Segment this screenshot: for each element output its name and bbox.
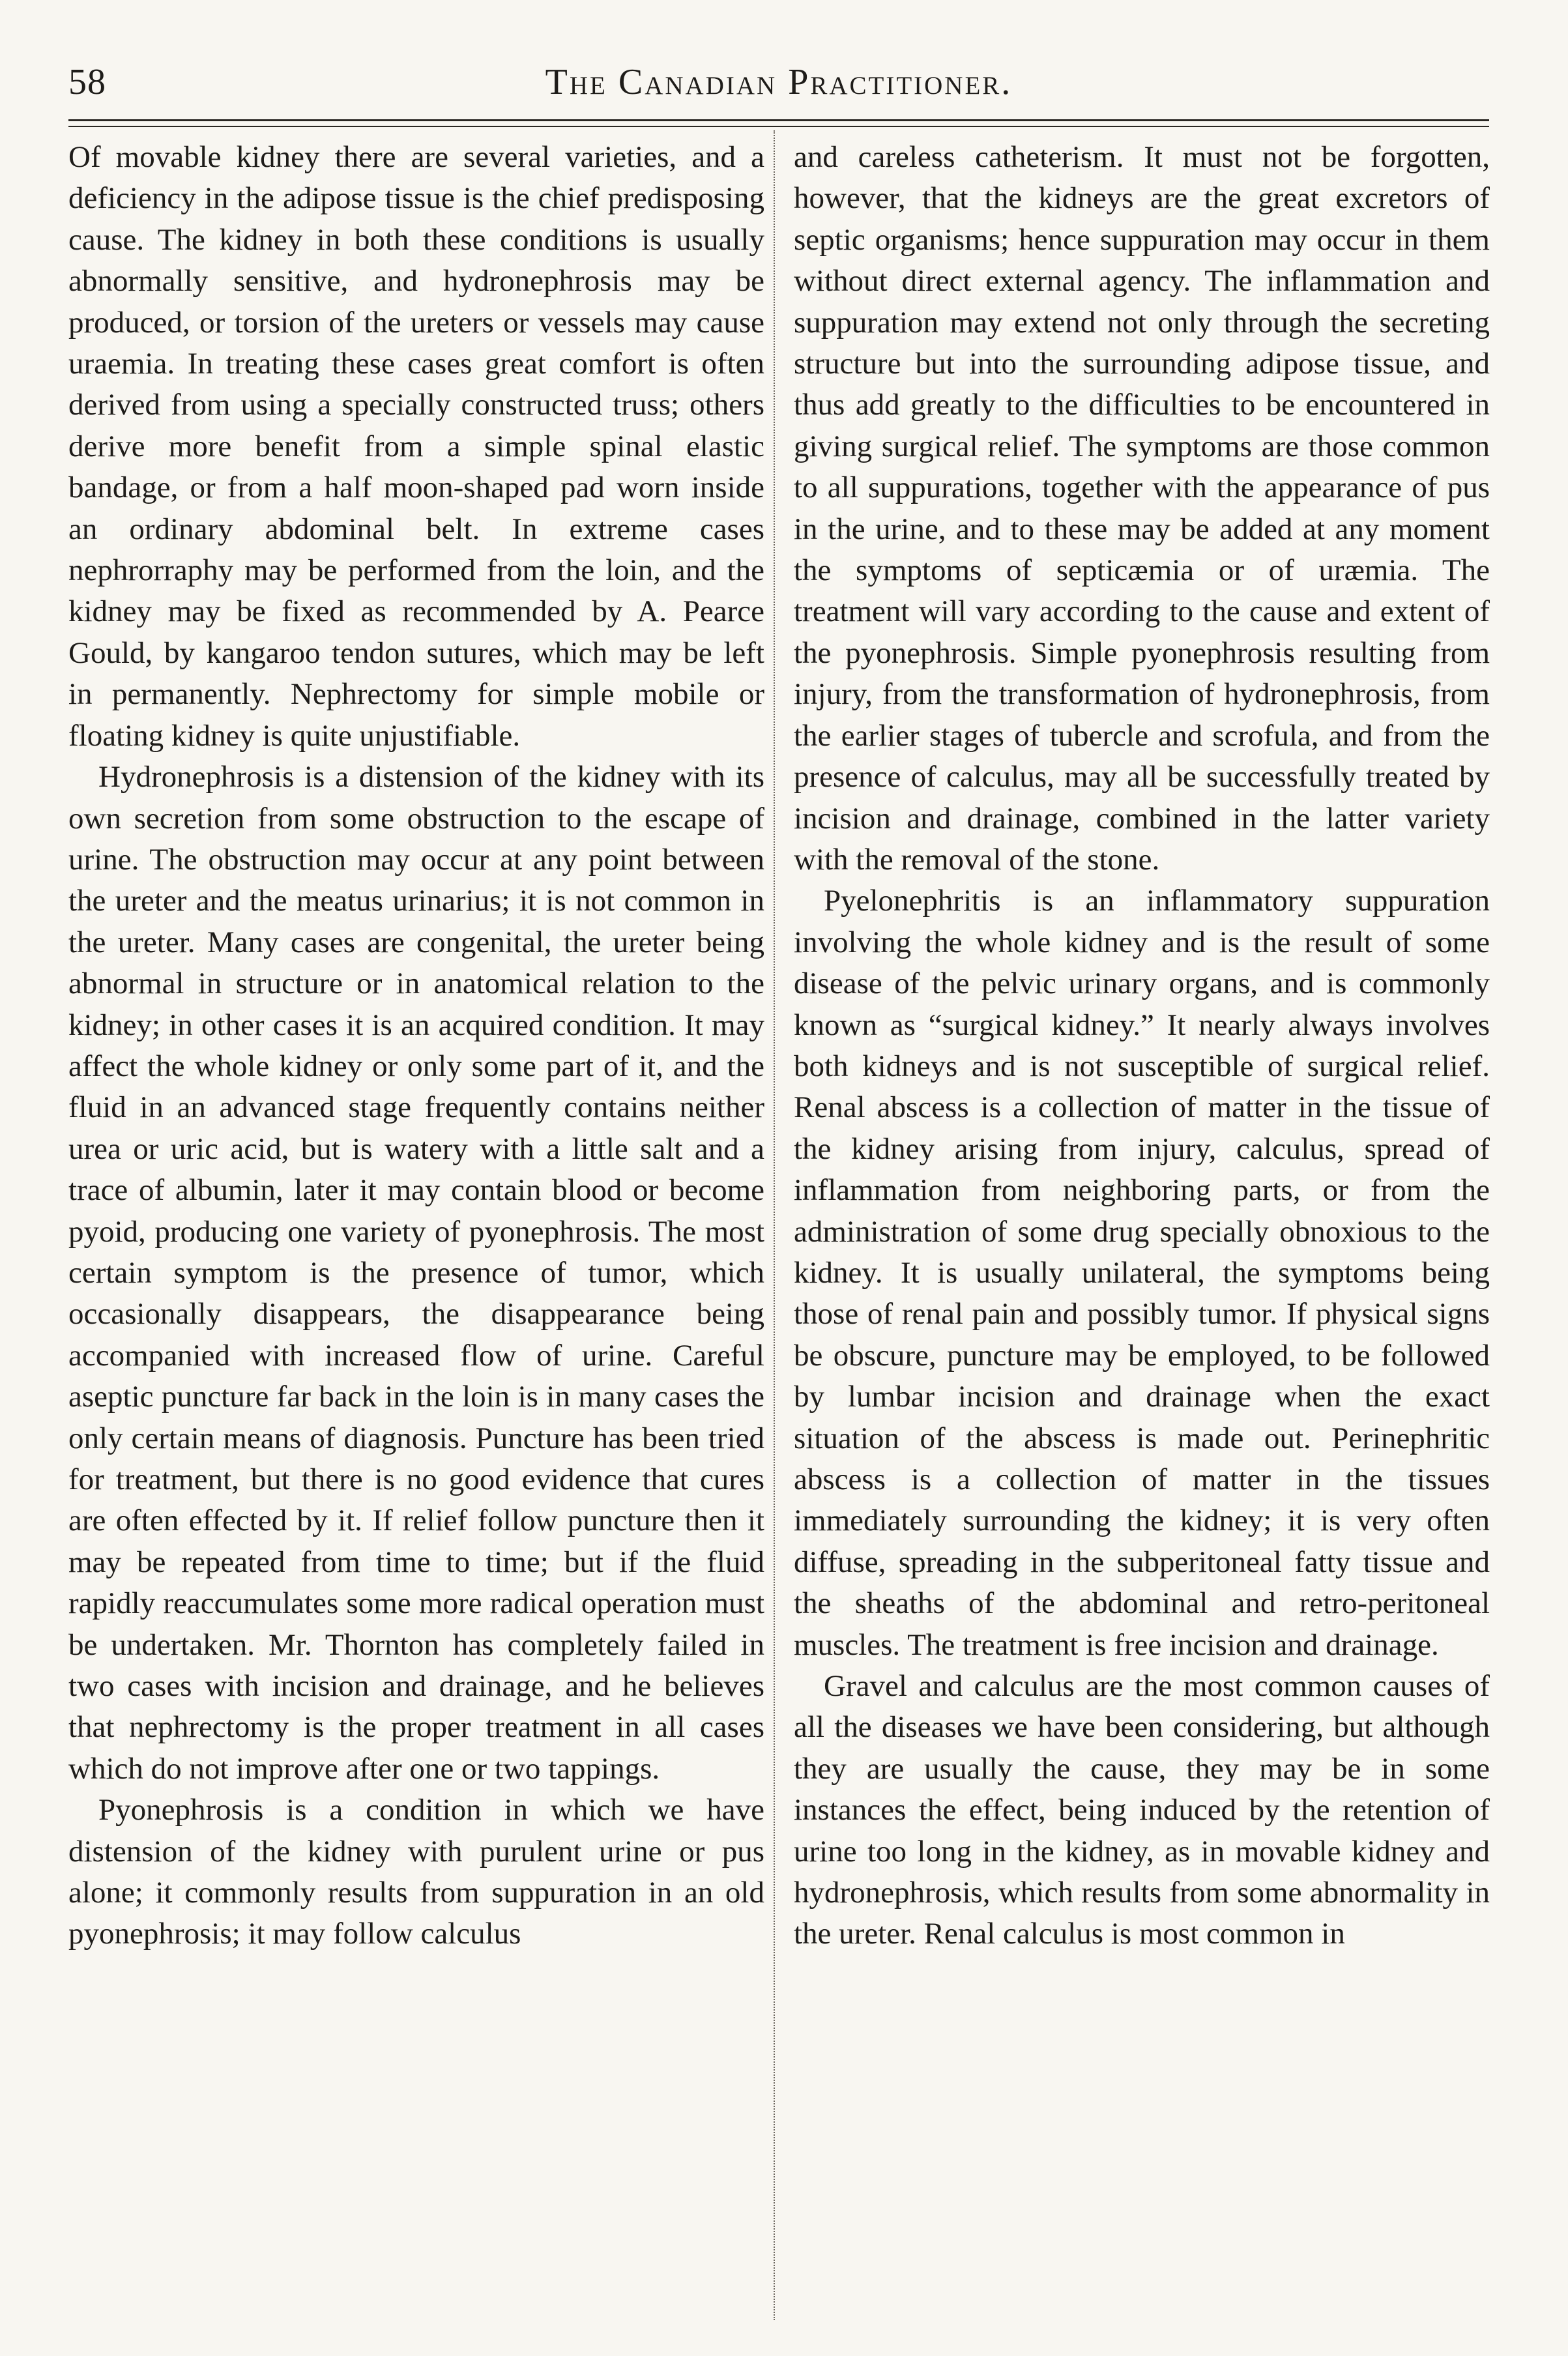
paragraph-movable-kidney: Of movable kidney there are several varieties, and a deficiency in the adipose tissue is the chief predisposing cause. The kidney in both these conditions is usually abnormally sensitive, and hydronephrosis may be produced, or torsion of the ureters or vessels may cause uraemia. In treating these cases great comfort is often derived from using a specially constructed truss; others derive more benefit from a simple spinal elastic bandage, or from a half moon-shaped pad worn inside an ordinary abdominal belt. In extreme cases nephrorraphy may be performed from the loin, and the kidney may be fixed as recommended by A. Pearce Gould, by kangaroo tendon sutures, which may be left in permanently. Nephrectomy for simple mobile or floating kidney is quite unjustifiable. xyxy=(68,140,764,753)
paragraph-hydronephrosis: Hydronephrosis is a distension of the kidney with its own secretion from some obstruction to the escape of urine. The obstruction may occur at any point between the ureter and the meatus urinarius; it is not common in the ureter. Many cases are congenital, the ureter being abnormal in structure or in anatomical relation to the kidney; in other cases it is an acquired condition. It may affect the whole kidney or only some part of it, and the fluid in an advanced stage frequently contains neither urea or uric acid, but is watery with a little salt and a trace of albumin, later it may contain blood or become pyoid, producing one variety of pyonephrosis. The most certain symptom is the presence of tumor, which occasionally disappears, the disappearance being accompanied with increased flow of urine. Careful aseptic puncture far back in the loin is in many cases the only certain means of diagnosis. Puncture has been tried for treatment, but there is no good evidence that cures are often effected by it. If relief follow puncture then it may be repeated from time to time; but if the fluid rapidly reaccumulates some more radical operation must be undertaken. Mr. Thornton has completely failed in two cases with incision and drainage, and he believes that nephrectomy is the proper treatment in all cases which do not improve after one or two tappings. xyxy=(68,760,764,1786)
paragraph-gravel-calculus: Gravel and calculus are the most common causes of all the diseases we have been considering, but although they are usually the cause, they may be in some instances the effect, being induced by the retention of urine too long in the kidney, as in movable kidney and hydronephrosis, which results from some abnormality in the ureter. Renal calculus is most common in xyxy=(794,1669,1490,1951)
header-rule-top xyxy=(68,119,1489,121)
header-rule-bottom xyxy=(68,126,1489,127)
left-column xyxy=(68,137,764,2307)
running-title: The Canadian Practitioner. xyxy=(545,62,1013,102)
page-header xyxy=(68,57,1489,116)
page-number: 58 xyxy=(68,62,106,102)
column-divider xyxy=(774,130,775,2320)
paragraph-pyelonephritis: Pyelonephritis is an inflammatory suppuration involving the whole kidney and is the result of some disease of the pelvic urinary organs, and is commonly known as “surgical kidney.” It nearly always involves both kidneys and is not susceptible of surgical relief. Renal abscess is a collection of matter in the tissue of the kidney arising from injury, calculus, spread of inflammation from neighboring parts, or from the administration of some drug specially obnoxious to the kidney. It is usually unilateral, the symptoms being those of renal pain and possibly tumor. If physical signs be obscure, puncture may be employed, to be followed by lumbar incision and drainage when the exact situation of the abscess is made out. Perinephritic abscess is a collection of matter in the tissues immediately surrounding the kidney; it is very often diffuse, spreading in the subperitoneal fatty tissue and the sheaths of the abdominal and retro-peritoneal muscles. The treatment is free incision and drainage. xyxy=(794,884,1490,1662)
right-column xyxy=(794,137,1490,2307)
paragraph-pyonephrosis: Pyonephrosis is a condition in which we have distension of the kidney with purulent urine or pus alone; it commonly results from suppuration in an old pyonephrosis; it may follow calculus xyxy=(68,1793,764,1951)
paragraph-pyonephrosis-continued: and careless catheterism. It must not be forgotten, however, that the kidneys are the great excretors of septic organisms; hence suppuration may occur in them without direct external agency. The inflammation and suppuration may extend not only through the secreting structure but into the surrounding adipose tissue, and thus add greatly to the difficulties to be encountered in giving surgical relief. The symptoms are those common to all suppurations, together with the appearance of pus in the urine, and to these may be added at any moment the symptoms of septicæmia or of uræmia. The treatment will vary according to the cause and extent of the pyonephrosis. Simple pyonephrosis resulting from injury, from the transformation of hydronephrosis, from the earlier stages of tubercle and scrofula, and from the presence of calculus, may all be successfully treated by incision and drainage, combined in the latter variety with the removal of the stone. xyxy=(794,140,1490,877)
